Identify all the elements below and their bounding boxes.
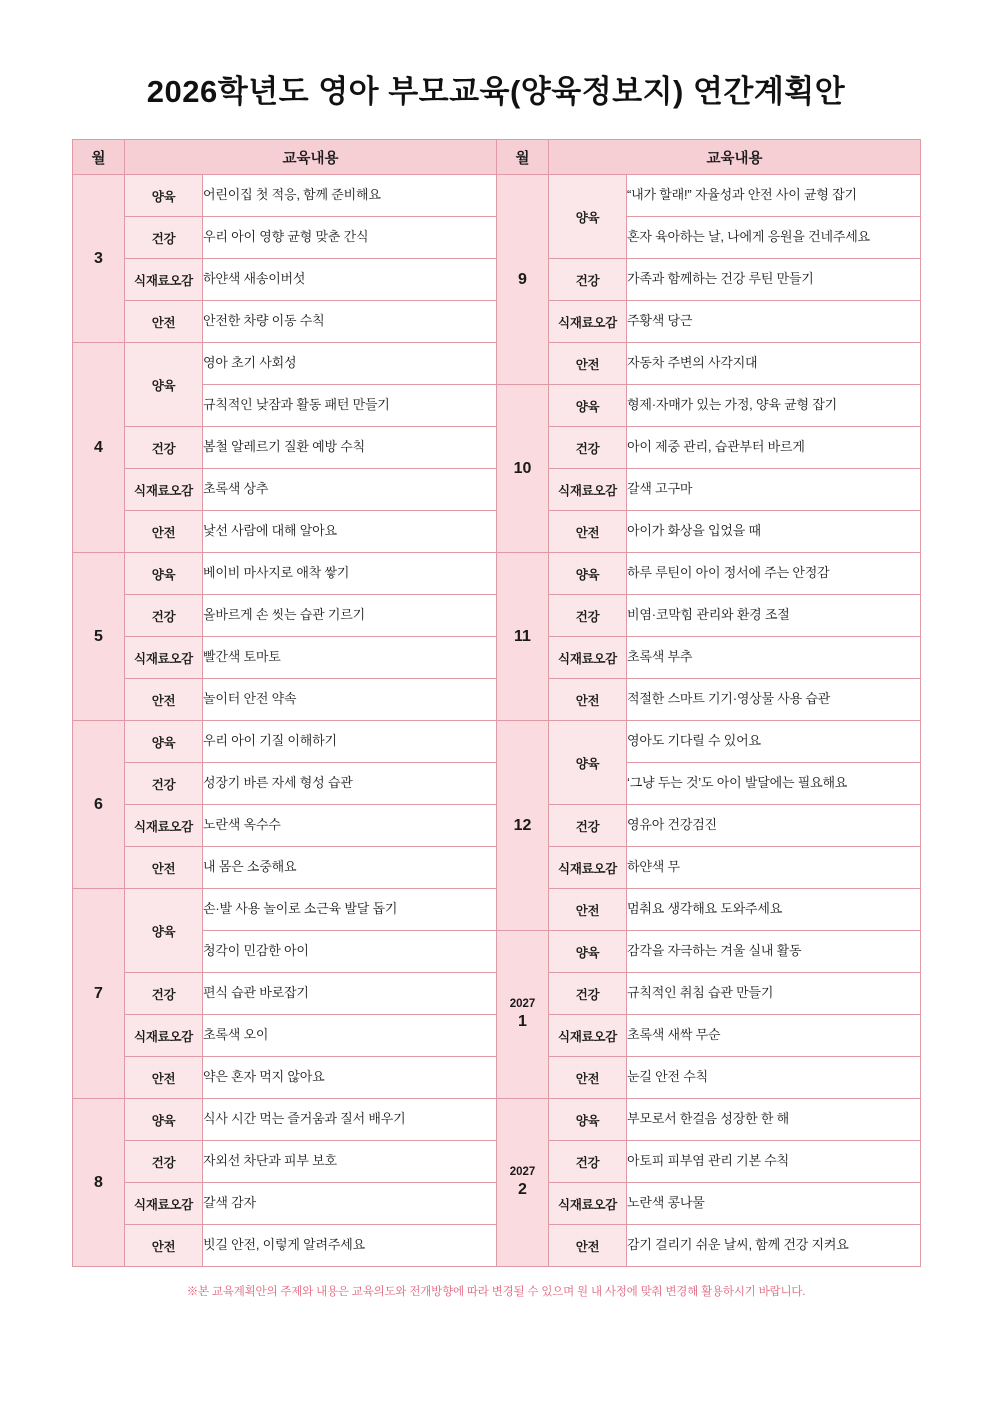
content-cell: 어린이집 첫 적응, 함께 준비해요 bbox=[203, 175, 497, 217]
header-month-right: 월 bbox=[497, 140, 549, 175]
header-month-left: 월 bbox=[73, 140, 125, 175]
table-row bbox=[73, 553, 921, 595]
month-number-label: 5 bbox=[94, 627, 103, 645]
month-cell bbox=[497, 385, 549, 553]
category-cell: 건강 bbox=[125, 595, 203, 637]
month-number-label: 9 bbox=[518, 270, 527, 288]
month-cell bbox=[73, 721, 125, 889]
content-cell: 혼자 육아하는 날, 나에게 응원을 건네주세요 bbox=[627, 217, 921, 259]
month-number-label: 8 bbox=[94, 1173, 103, 1191]
annual-plan-table bbox=[72, 139, 921, 1267]
content-cell: 하루 루틴이 아이 정서에 주는 안정감 bbox=[627, 553, 921, 595]
content-cell: “내가 할래!” 자율성과 안전 사이 균형 잡기 bbox=[627, 175, 921, 217]
category-cell: 양육 bbox=[125, 553, 203, 595]
content-cell: 하얀색 무 bbox=[627, 847, 921, 889]
content-cell: 가족과 함께하는 건강 루틴 만들기 bbox=[627, 259, 921, 301]
month-number-label: 11 bbox=[514, 627, 531, 645]
category-cell: 안전 bbox=[125, 1057, 203, 1099]
content-cell: 초록색 상추 bbox=[203, 469, 497, 511]
table-row bbox=[73, 175, 921, 217]
content-cell: 하얀색 새송이버섯 bbox=[203, 259, 497, 301]
content-cell: 우리 아이 기질 이해하기 bbox=[203, 721, 497, 763]
category-cell: 안전 bbox=[125, 301, 203, 343]
category-cell: 안전 bbox=[125, 1225, 203, 1267]
month-cell bbox=[73, 175, 125, 343]
category-cell: 양육 bbox=[549, 175, 627, 259]
month-number-label: 12 bbox=[513, 816, 532, 834]
category-cell: 식재료오감 bbox=[125, 1015, 203, 1057]
content-cell: 우리 아이 영향 균형 맞춘 간식 bbox=[203, 217, 497, 259]
category-cell: 식재료오감 bbox=[549, 1183, 627, 1225]
category-cell: 양육 bbox=[125, 1099, 203, 1141]
content-cell: 노란색 콩나물 bbox=[627, 1183, 921, 1225]
category-cell: 식재료오감 bbox=[549, 637, 627, 679]
category-cell: 식재료오감 bbox=[125, 637, 203, 679]
content-cell: 자동차 주변의 사각지대 bbox=[627, 343, 921, 385]
category-cell: 식재료오감 bbox=[549, 301, 627, 343]
content-cell: 감기 걸리기 쉬운 날씨, 함께 건강 지켜요 bbox=[627, 1225, 921, 1267]
category-cell: 건강 bbox=[125, 1141, 203, 1183]
category-cell: 식재료오감 bbox=[549, 469, 627, 511]
category-cell: 안전 bbox=[125, 679, 203, 721]
header-content-right: 교육내용 bbox=[549, 140, 921, 175]
category-cell: 양육 bbox=[125, 343, 203, 427]
table-row bbox=[73, 721, 921, 763]
content-cell: 규칙적인 취침 습관 만들기 bbox=[627, 973, 921, 1015]
footnote: ※본 교육계획안의 주제와 내용은 교육의도와 전개방향에 따라 변경될 수 있으며 원 내 사정에 맞춰 변경해 활용하시기 바랍니다. bbox=[186, 1286, 806, 1298]
category-cell: 식재료오감 bbox=[125, 1183, 203, 1225]
category-cell: 건강 bbox=[549, 805, 627, 847]
content-cell: 갈색 고구마 bbox=[627, 469, 921, 511]
content-cell: 놀이터 안전 약속 bbox=[203, 679, 497, 721]
content-cell: 형제·자매가 있는 가정, 양육 균형 잡기 bbox=[627, 385, 921, 427]
category-cell: 식재료오감 bbox=[125, 805, 203, 847]
month-cell bbox=[73, 1099, 125, 1267]
content-cell: 노란색 옥수수 bbox=[203, 805, 497, 847]
month-number-label: 1 bbox=[518, 1012, 527, 1030]
category-cell: 양육 bbox=[125, 175, 203, 217]
content-cell: 초록색 새싹 무순 bbox=[627, 1015, 921, 1057]
month-cell bbox=[497, 553, 549, 721]
content-cell: 규칙적인 낮잠과 활동 패턴 만들기 bbox=[203, 385, 497, 427]
month-number-label: 10 bbox=[513, 459, 532, 477]
month-year-label: 2027 bbox=[509, 998, 536, 1011]
category-cell: 안전 bbox=[549, 889, 627, 931]
category-cell: 건강 bbox=[549, 973, 627, 1015]
month-number-label: 2 bbox=[518, 1180, 527, 1198]
content-cell: 초록색 오이 bbox=[203, 1015, 497, 1057]
category-cell: 식재료오감 bbox=[125, 469, 203, 511]
content-cell: 영유아 건강검진 bbox=[627, 805, 921, 847]
content-cell: 성장기 바른 자세 형성 습관 bbox=[203, 763, 497, 805]
category-cell: 식재료오감 bbox=[549, 847, 627, 889]
month-cell bbox=[73, 889, 125, 1099]
content-cell: 영아 초기 사회성 bbox=[203, 343, 497, 385]
category-cell: 양육 bbox=[125, 889, 203, 973]
table-header bbox=[73, 140, 921, 175]
content-cell: 봄철 알레르기 질환 예방 수칙 bbox=[203, 427, 497, 469]
content-cell: ‘그냥 두는 것’도 아이 발달에는 필요해요 bbox=[627, 763, 921, 805]
category-cell: 안전 bbox=[549, 511, 627, 553]
content-cell: 아이 제중 관리, 습관부터 바르게 bbox=[627, 427, 921, 469]
content-cell: 초록색 부추 bbox=[627, 637, 921, 679]
content-cell: 아토피 피부염 관리 기본 수칙 bbox=[627, 1141, 921, 1183]
content-cell: 편식 습관 바로잡기 bbox=[203, 973, 497, 1015]
content-cell: 베이비 마사지로 애착 쌓기 bbox=[203, 553, 497, 595]
content-cell: 부모로서 한걸음 성장한 한 해 bbox=[627, 1099, 921, 1141]
category-cell: 양육 bbox=[549, 553, 627, 595]
content-cell: 낯선 사람에 대해 알아요 bbox=[203, 511, 497, 553]
content-cell: 빨간색 토마토 bbox=[203, 637, 497, 679]
content-cell: 갈색 감자 bbox=[203, 1183, 497, 1225]
category-cell: 안전 bbox=[125, 847, 203, 889]
table-row bbox=[73, 1099, 921, 1141]
category-cell: 양육 bbox=[549, 931, 627, 973]
month-cell bbox=[73, 553, 125, 721]
category-cell: 양육 bbox=[549, 721, 627, 805]
content-cell: 안전한 차량 이동 수칙 bbox=[203, 301, 497, 343]
month-number-label: 7 bbox=[94, 984, 103, 1002]
month-cell bbox=[73, 343, 125, 553]
page-title: 2026학년도 영아 부모교육(양육정보지) 연간계획안 bbox=[146, 74, 846, 109]
category-cell: 건강 bbox=[549, 1141, 627, 1183]
category-cell: 안전 bbox=[125, 511, 203, 553]
month-cell bbox=[497, 931, 549, 1099]
header-content-left: 교육내용 bbox=[125, 140, 497, 175]
table-body bbox=[73, 175, 921, 1267]
content-cell: 아이가 화상을 입었을 때 bbox=[627, 511, 921, 553]
content-cell: 식사 시간 먹는 즐거움과 질서 배우기 bbox=[203, 1099, 497, 1141]
content-cell: 청각이 민감한 아이 bbox=[203, 931, 497, 973]
month-cell bbox=[497, 1099, 549, 1267]
category-cell: 양육 bbox=[549, 1099, 627, 1141]
content-cell: 올바르게 손 씻는 습관 기르기 bbox=[203, 595, 497, 637]
category-cell: 안전 bbox=[549, 343, 627, 385]
category-cell: 건강 bbox=[125, 973, 203, 1015]
content-cell: 비염·코막힘 관리와 환경 조절 bbox=[627, 595, 921, 637]
content-cell: 내 몸은 소중해요 bbox=[203, 847, 497, 889]
category-cell: 건강 bbox=[125, 217, 203, 259]
content-cell: 손·발 사용 놀이로 소근육 발달 돕기 bbox=[203, 889, 497, 931]
category-cell: 건강 bbox=[549, 427, 627, 469]
content-cell: 영아도 기다릴 수 있어요 bbox=[627, 721, 921, 763]
content-cell: 멈춰요 생각해요 도와주세요 bbox=[627, 889, 921, 931]
category-cell: 건강 bbox=[549, 259, 627, 301]
category-cell: 건강 bbox=[125, 427, 203, 469]
month-cell bbox=[497, 721, 549, 931]
category-cell: 식재료오감 bbox=[125, 259, 203, 301]
category-cell: 양육 bbox=[549, 385, 627, 427]
content-cell: 적절한 스마트 기기·영상물 사용 습관 bbox=[627, 679, 921, 721]
category-cell: 안전 bbox=[549, 679, 627, 721]
content-cell: 빗길 안전, 이렇게 알려주세요 bbox=[203, 1225, 497, 1267]
month-number-label: 6 bbox=[94, 795, 103, 813]
category-cell: 식재료오감 bbox=[549, 1015, 627, 1057]
content-cell: 자외선 차단과 피부 보호 bbox=[203, 1141, 497, 1183]
month-cell bbox=[497, 175, 549, 385]
category-cell: 건강 bbox=[125, 763, 203, 805]
category-cell: 건강 bbox=[549, 595, 627, 637]
content-cell: 주황색 당근 bbox=[627, 301, 921, 343]
content-cell: 눈길 안전 수칙 bbox=[627, 1057, 921, 1099]
category-cell: 안전 bbox=[549, 1057, 627, 1099]
content-cell: 약은 혼자 먹지 않아요 bbox=[203, 1057, 497, 1099]
month-year-label: 2027 bbox=[509, 1166, 536, 1179]
category-cell: 안전 bbox=[549, 1225, 627, 1267]
content-cell: 감각을 자극하는 겨울 실내 활동 bbox=[627, 931, 921, 973]
category-cell: 양육 bbox=[125, 721, 203, 763]
month-number-label: 3 bbox=[94, 249, 103, 267]
month-number-label: 4 bbox=[94, 438, 103, 456]
